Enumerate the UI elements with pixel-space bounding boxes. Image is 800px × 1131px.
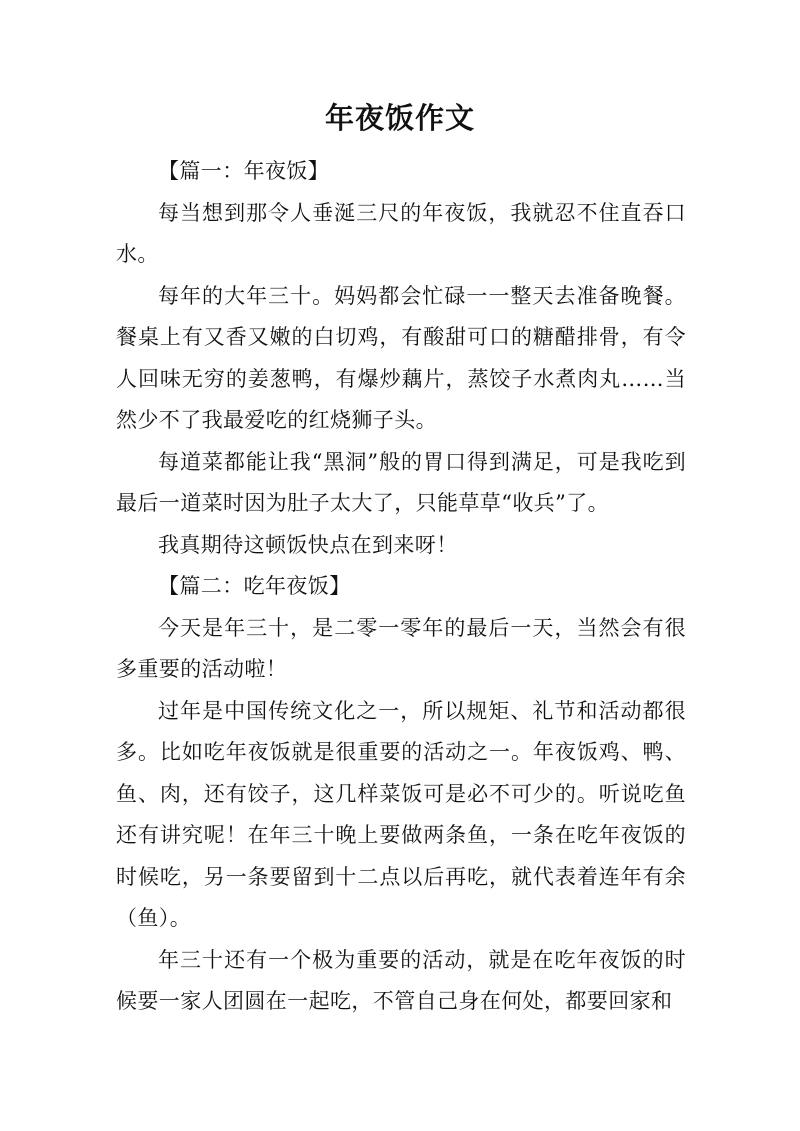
section-heading-1: 【篇一：年夜饭】 — [158, 159, 330, 183]
paragraph: 我真期待这顿饭快点在到来呀！ — [158, 532, 458, 557]
paragraph: 年三十还有一个极为重要的活动，就是在吃年夜饭的时候要一家人团圆在一起吃，不管自己身在何处，都要回家和 — [116, 947, 686, 1013]
paragraph: 每年的大年三十。妈妈都会忙碌一一整天去准备晚餐。餐桌上有又香又嫩的白切鸡，有酸甜可口的糖醋排骨，有令人回味无穷的姜葱鸭，有爆炒藕片，蒸饺子水煮肉丸……当然少不了我最爱吃的红烧狮子头。 — [116, 283, 686, 432]
paragraph: 每道菜都能让我“黑洞”般的胃口得到满足，可是我吃到最后一道菜时因为肚子太大了，只能草草“收兵”了。 — [116, 449, 686, 515]
paragraph: 每当想到那令人垂涎三尺的年夜饭，我就忍不住直吞口水。 — [116, 200, 686, 266]
section-heading-2: 【篇二：吃年夜饭】 — [158, 574, 351, 598]
paragraph: 过年是中国传统文化之一，所以规矩、礼节和活动都很多。比如吃年夜饭就是很重要的活动之一。年夜饭鸡、鸭、鱼、肉，还有饺子，这几样菜饭可是必不可少的。听说吃鱼还有讲究呢！在年三十晚上要做两条鱼，一条在吃年夜饭的时候吃，另一条要留到十二点以后再吃，就代表着连年有余（鱼）。 — [116, 698, 686, 930]
document-body — [116, 151, 686, 1023]
paragraph: 今天是年三十，是二零一零年的最后一天，当然会有很多重要的活动啦！ — [116, 615, 686, 681]
document-title: 年夜饭作文 — [324, 101, 475, 135]
